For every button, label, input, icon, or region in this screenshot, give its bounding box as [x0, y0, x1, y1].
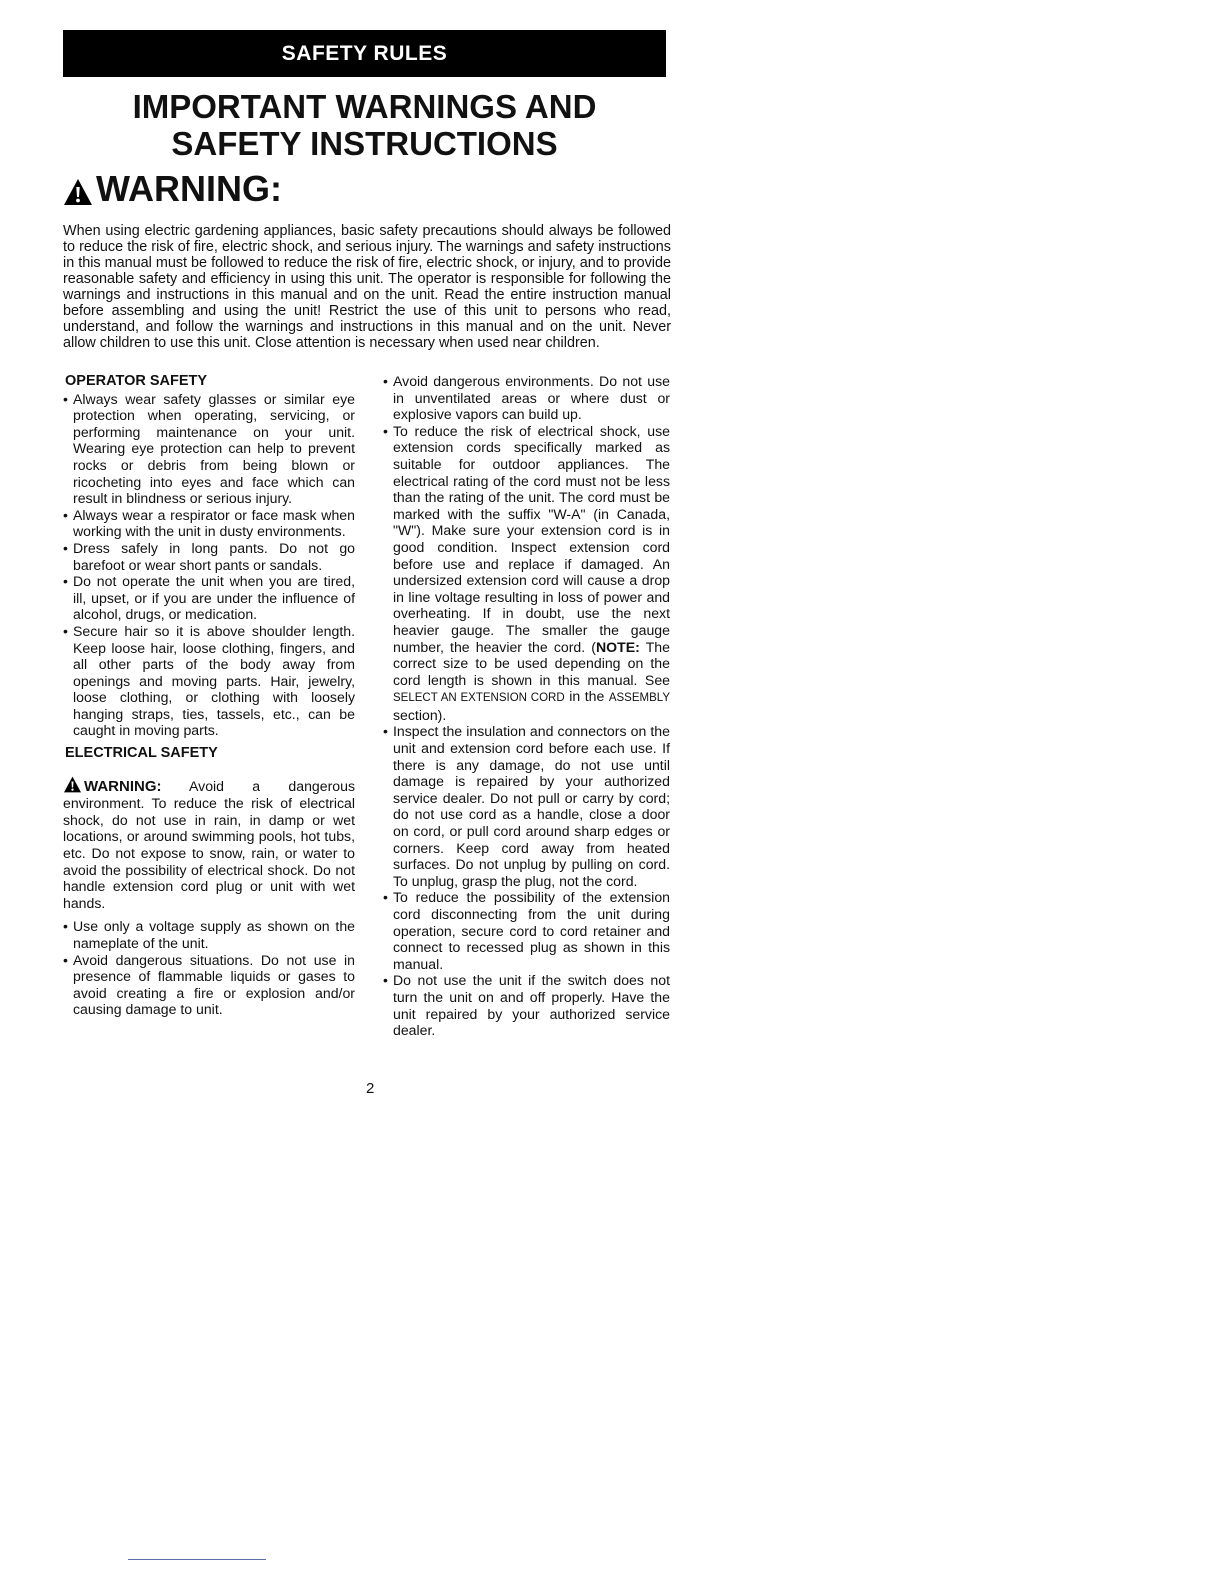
section-header-title: SAFETY RULES [281, 41, 448, 65]
list-item: • Inspect the insulation and connectors on the unit and extension cord before each use. If there is any damage, do not use until damage is repaired by your authorized service dealer. Do not pull or carry by cord; do not use cord as a handle, close a door on cord, or pull cord around sharp edges or corners. Keep cord away from heated surfaces. Do not unplug by pulling on cord. To unplug, grasp the plug, not the cord. [383, 723, 670, 889]
list-item: • Avoid dangerous situations. Do not use in presence of flammable liquids or gases to avoid creating a fire or explosion and/or causing damage to unit. [63, 952, 355, 1018]
list-item: • Do not operate the unit when you are tired, ill, upset, or if you are under the influence of alcohol, drugs, or medication. [63, 573, 355, 623]
bottom-divider [128, 1559, 266, 1560]
note-text-1: The correct size to be used depending on the cord length is shown in this manual. See [393, 638, 670, 688]
list-item [383, 423, 670, 724]
note-text-2: in the [564, 688, 609, 705]
right-column-list [383, 373, 670, 1039]
right-column [383, 373, 670, 1039]
electrical-warning-text: Avoid a dangerous environment. To reduce the risk of electrical shock, do not use in rain, in damp or wet locations, or around swimming pools, hot tubs, etc. Do not expose to snow, rain, or water to avoid the possibility of electrical shock. Do not handle extension cord plug or unit with wet hands. [63, 777, 355, 911]
list-item: • Do not use the unit if the switch does not turn the unit on and off properly. Have the unit repaired by your authorized service dealer. [383, 972, 670, 1038]
note-open-paren: ( [591, 638, 596, 655]
list-item: • To reduce the possibility of the extension cord disconnecting from the unit during operation, secure cord to cord retainer and connect to recessed plug as shown in this manual. [383, 889, 670, 972]
electrical-warning-paragraph [63, 776, 355, 912]
electrical-warning-label: WARNING: [84, 777, 162, 795]
operator-safety-heading: OPERATOR SAFETY [65, 373, 208, 389]
note-label: NOTE: [595, 638, 640, 655]
section-header-bar [63, 30, 666, 77]
page-title-line-2: SAFETY INSTRUCTIONS [171, 125, 558, 162]
warning-triangle-icon [63, 776, 82, 793]
electrical-safety-heading: ELECTRICAL SAFETY [65, 745, 218, 762]
note-reference-assembly: ASSEMBLY [608, 692, 670, 705]
page-number: 2 [366, 1080, 375, 1097]
list-item: • Always wear a respirator or face mask when working with the unit in dusty environments. [63, 507, 355, 540]
list-item: • Dress safely in long pants. Do not go barefoot or wear short pants or sandals. [63, 540, 355, 573]
left-column [63, 373, 355, 1018]
page-title-line-1: IMPORTANT WARNINGS AND [132, 88, 597, 125]
electrical-safety-list [63, 918, 355, 1018]
page-title [63, 88, 666, 162]
note-reference-extension-cord: SELECT AN EXTENSION CORD [393, 692, 565, 705]
operator-safety-list [63, 391, 355, 739]
warning-heading [63, 170, 282, 208]
list-item: • Secure hair so it is above shoulder length. Keep loose hair, loose clothing, fingers, and all other parts of the body away from openings and moving parts. Hair, jewelry, loose clothing, or clothing with loosely hanging straps, ties, tassels, etc., can be caught in moving parts. [63, 623, 355, 739]
warning-heading-text: WARNING: [96, 168, 282, 209]
extension-cord-text: To reduce the risk of electrical shock, use extension cords specifically marked as suitable for outdoor appliances. The electrical rating of the cord must not be less than the rating of the unit. The cord must be marked with the suffix "W-A" (in Canada, "W"). Make sure your extension cord is in good condition. Inspect extension cord before use and replace if damaged. An undersized extension cord will cause a drop in line voltage resulting in loss of power and overheating. If in doubt, use the next heavier gauge. The smaller the gauge number, the heavier the cord. [393, 422, 670, 655]
note-text-3: section). [393, 706, 447, 723]
warning-triangle-icon [63, 178, 93, 206]
list-item: • Always wear safety glasses or similar eye protection when operating, servicing, or performing maintenance on your unit. Wearing eye protection can help to prevent rocks or debris from being blown or ricocheting into eyes and face which can result in blindness or serious injury. [63, 391, 355, 507]
intro-paragraph: When using electric gardening appliances, basic safety precautions should always be followed to reduce the risk of fire, electric shock, and serious injury. The warnings and safety instructions in this manual must be followed to reduce the risk of fire, electric shock, or injury, and to provide reasonable safety and efficiency in using this unit. The operator is responsible for following the warnings and instructions in this manual and on the unit. Read the entire instruction manual before assembling and using the unit! Restrict the use of this unit to persons who read, understand, and follow the warnings and instructions in this manual and on the unit. Never allow children to use this unit. Close attention is necessary when used near children. [63, 223, 671, 351]
list-item: • Use only a voltage supply as shown on the nameplate of the unit. [63, 918, 355, 951]
list-item: • Avoid dangerous environments. Do not use in unventilated areas or where dust or explosive vapors can build up. [383, 373, 670, 423]
